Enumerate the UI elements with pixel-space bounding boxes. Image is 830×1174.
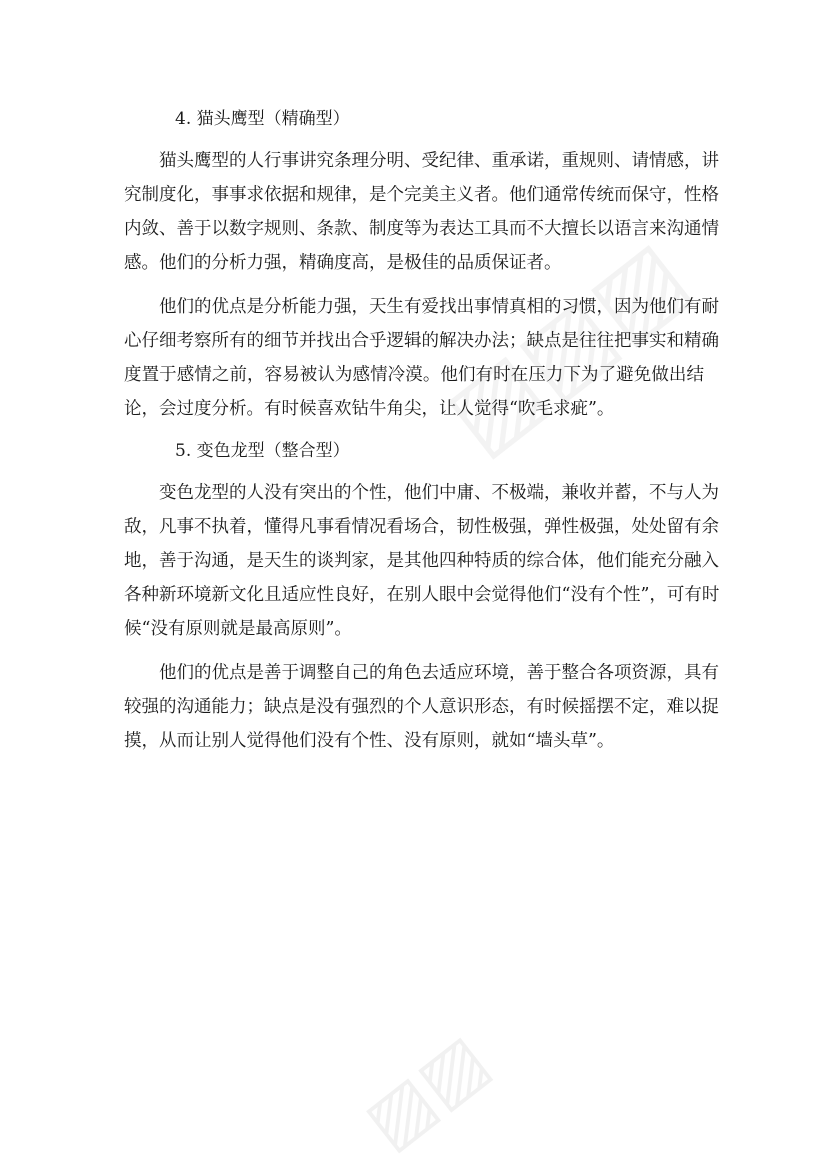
paragraph-line: 内敛、善于以数字规则、条款、制度等为表达工具而不大擅长以语言来沟通情 — [124, 219, 719, 239]
section-heading-chameleon: 5. 变色龙型（整合型） — [175, 441, 350, 461]
paragraph-line: 他们的优点是善于调整自己的角色去适应环境，善于整合各项资源，具有 — [159, 663, 719, 683]
paragraph-line: 敌，凡事不执着，懂得凡事看情况看场合，韧性极强，弹性极强，处处留有余 — [124, 517, 719, 537]
paragraph — [124, 656, 719, 758]
paragraph — [124, 144, 719, 280]
paragraph-line: 各种新环境新文化且适应性良好，在别人眼中会觉得他们“没有个性”，可有时 — [124, 585, 720, 605]
paragraph-line: 猫头鹰型的人行事讲究条理分明、受纪律、重承诺，重规则、请情感，讲 — [159, 151, 719, 171]
paragraph-line: 较强的沟通能力；缺点是没有强烈的个人意识形态，有时候摇摆不定，难以捉 — [124, 697, 719, 717]
paragraph-line: 感。他们的分析力强，精确度高，是极佳的品质保证者。 — [124, 253, 562, 273]
paragraph-line: 心仔细考察所有的细节并找出合乎逻辑的解决办法；缺点是往往把事实和精确 — [124, 331, 719, 351]
paragraph-line: 究制度化，事事求依据和规律，是个完美主义者。他们通常传统而保守，性格 — [124, 185, 719, 205]
section-heading-owl: 4. 猫头鹰型（精确型） — [175, 109, 350, 129]
paragraph-line: 他们的优点是分析能力强，天生有爱找出事情真相的习惯，因为他们有耐 — [159, 297, 719, 317]
paragraph-line: 度置于感情之前，容易被认为感情冷漠。他们有时在压力下为了避免做出结 — [124, 365, 704, 385]
paragraph — [124, 476, 720, 646]
paragraph-line: 候“没有原则就是最高原则”。 — [124, 619, 352, 639]
paragraph — [124, 290, 719, 426]
document-body — [124, 104, 720, 768]
watermark-bottom: ▨▨ — [348, 1017, 504, 1165]
paragraph-line: 变色龙型的人没有突出的个性，他们中庸、不极端，兼收并蓄，不与人为 — [159, 483, 719, 503]
paragraph-line: 摸，从而让别人觉得他们没有个性、没有原则，就如“墙头草”。 — [124, 731, 615, 751]
paragraph-line: 地，善于沟通，是天生的谈判家，是其他四种特质的综合体，他们能充分融入 — [124, 551, 719, 571]
paragraph-line: 论，会过度分析。有时候喜欢钻牛角尖，让人觉得“吹毛求疵”。 — [124, 399, 615, 419]
